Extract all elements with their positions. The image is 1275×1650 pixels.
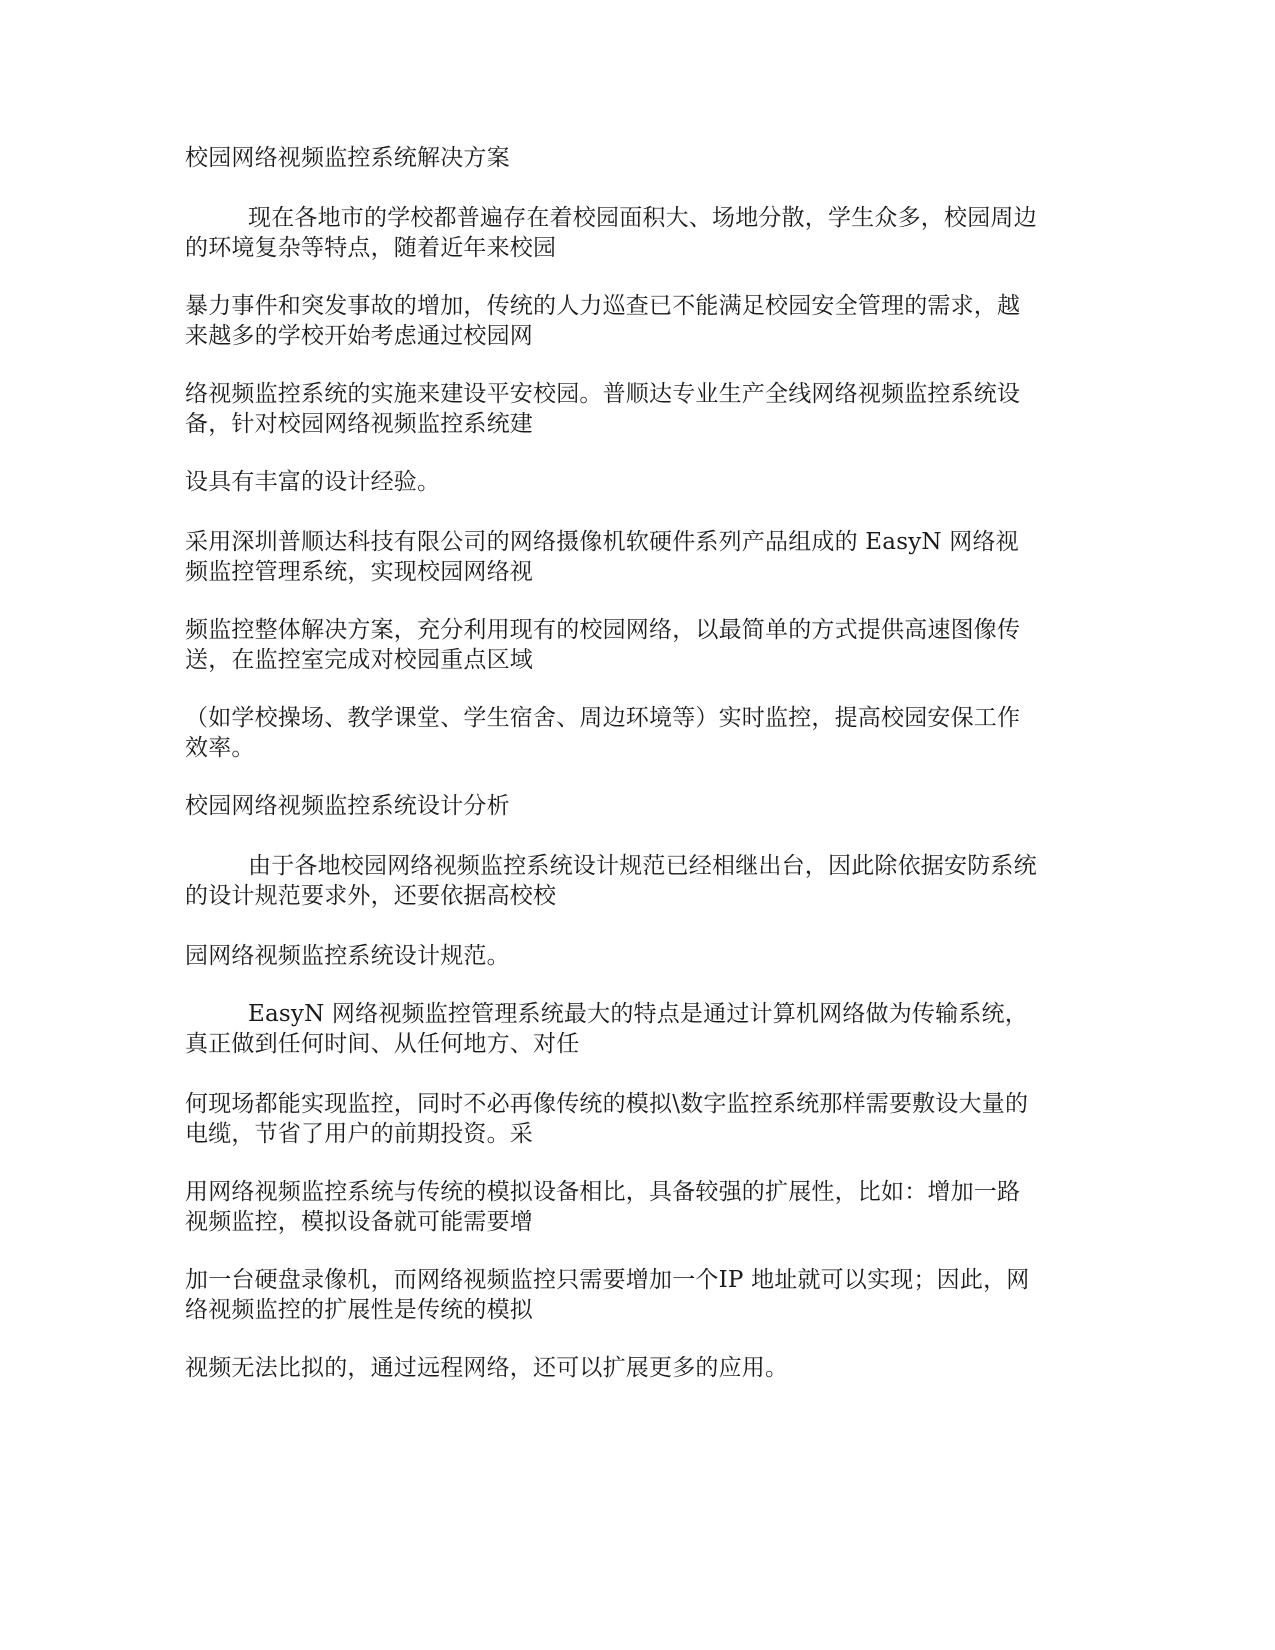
paragraph-line: 频监控整体解决方案，充分利用现有的校园网络，以最简单的方式提供高速图像传 — [185, 617, 1021, 643]
paragraph-line: 由于各地校园网络视频监控系统设计规范已经相继出台，因此除依据安防系统 — [248, 853, 1037, 879]
paragraph-line: 效率。 — [185, 735, 255, 761]
paragraph-line: 的设计规范要求外，还要依据高校校 — [185, 883, 557, 909]
paragraph-line: 送，在监控室完成对校园重点区域 — [185, 647, 533, 673]
paragraph-line: 的环境复杂等特点，随着近年来校园 — [185, 235, 557, 261]
paragraph-line: 来越多的学校开始考虑通过校园网 — [185, 323, 533, 349]
paragraph-line: 何现场都能实现监控，同时不必再像传统的模拟\数字监控系统那样需要敷设大量的 — [185, 1091, 1029, 1117]
paragraph-line: 暴力事件和突发事故的增加，传统的人力巡查已不能满足校园安全管理的需求，越 — [185, 293, 1021, 319]
paragraph-line: 园网络视频监控系统设计规范。 — [185, 943, 510, 969]
paragraph-line: 设具有丰富的设计经验。 — [185, 469, 441, 495]
paragraph-line: 视频无法比拟的，通过远程网络，还可以扩展更多的应用。 — [185, 1355, 789, 1381]
paragraph-line: 现在各地市的学校都普遍存在着校园面积大、场地分散，学生众多，校园周边 — [248, 205, 1037, 231]
paragraph-line: 备，针对校园网络视频监控系统建 — [185, 411, 533, 437]
paragraph-line: 频监控管理系统，实现校园网络视 — [185, 559, 533, 585]
paragraph-line: 采用深圳普顺达科技有限公司的网络摄像机软硬件系列产品组成的 EasyN 网络视 — [185, 529, 1019, 555]
paragraph-line: 络视频监控系统的实施来建设平安校园。普顺达专业生产全线网络视频监控系统设 — [185, 381, 1021, 407]
paragraph-line: 加一台硬盘录像机，而网络视频监控只需要增加一个IP 地址就可以实现；因此，网 — [185, 1267, 1030, 1293]
paragraph-line: 络视频监控的扩展性是传统的模拟 — [185, 1297, 533, 1323]
paragraph-line: 用网络视频监控系统与传统的模拟设备相比，具备较强的扩展性，比如：增加一路 — [185, 1179, 1021, 1205]
section-heading: 校园网络视频监控系统设计分析 — [185, 793, 510, 819]
paragraph-line: EasyN 网络视频监控管理系统最大的特点是通过计算机网络做为传输系统， — [248, 1001, 1028, 1027]
paragraph-line: （如学校操场、教学课堂、学生宿舍、周边环境等）实时监控，提高校园安保工作 — [185, 705, 1021, 731]
paragraph-line: 视频监控，模拟设备就可能需要增 — [185, 1209, 533, 1235]
paragraph-line: 电缆，节省了用户的前期投资。采 — [185, 1121, 533, 1147]
document-title: 校园网络视频监控系统解决方案 — [185, 145, 510, 171]
paragraph-line: 真正做到任何时间、从任何地方、对任 — [185, 1031, 580, 1057]
